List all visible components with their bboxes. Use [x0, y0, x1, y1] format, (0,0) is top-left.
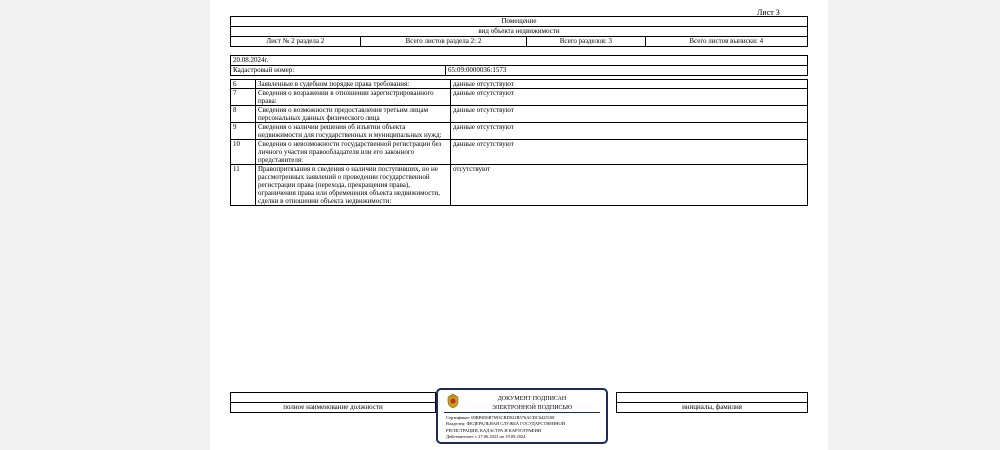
stamp-subtitle: ЭЛЕКТРОННОЙ ПОДПИСЬЮ [491, 405, 573, 411]
electronic-signature-stamp [436, 388, 608, 444]
row-label: Сведения о невозможности государственной регистрации без личного участия правообладателя или его законного представителя: [256, 140, 451, 165]
object-subtitle: вид объекта недвижимости [231, 27, 808, 37]
document-page [210, 0, 828, 450]
info-table [230, 55, 808, 76]
stamp-owner-cont: РЕГИСТРАЦИИ, КАДАСТРА И КАРТОГРАФИИ [446, 428, 542, 433]
table-row [231, 89, 808, 106]
table-row [231, 140, 808, 165]
header-cell: Всего листов раздела 2: 2 [360, 37, 527, 47]
row-number: 8 [231, 106, 256, 123]
row-label: Сведения о возражении в отношении зарегистрированного права: [256, 89, 451, 106]
table-row [231, 165, 808, 206]
header-cell: Всего разделов: 3 [527, 37, 645, 47]
document-date: 20.08.2024г. [231, 56, 808, 66]
row-label: Правопритязания и сведения о наличии поступивших, но не рассмотренных заявлений о проведении государственной регистрации права (перехода, прекращения права), ограничения права или обременения объекта недвижимости, сделки в отношении объекта недвижимости: [256, 165, 451, 206]
row-number: 10 [231, 140, 256, 165]
header-table [230, 16, 808, 47]
stamp-title: ДОКУМЕНТ ПОДПИСАН [497, 396, 567, 402]
cadastral-value: 65:09:0000036:1573 [446, 66, 808, 76]
header-cell: Лист № 2 раздела 2 [231, 37, 361, 47]
row-value: данные отсутствуют [451, 140, 808, 165]
table-row [231, 80, 808, 89]
cadastral-label: Кадастровый номер: [231, 66, 446, 76]
row-value: данные отсутствуют [451, 106, 808, 123]
stamp-owner: Владелец: ФЕДЕРАЛЬНАЯ СЛУЖБА ГОСУДАРСТВЕННОЙ [446, 421, 566, 426]
table-row [231, 106, 808, 123]
stamp-validity: Действителен: с 27.06.2023 по 19.09.2024 [446, 434, 526, 439]
emblem-icon [446, 393, 460, 409]
row-label: Сведения о наличии решения об изъятии объекта недвижимости для государственных и муниципальных нужд: [256, 123, 451, 140]
row-value: данные отсутствуют [451, 89, 808, 106]
row-label: Заявленные в судебном порядке права требования: [256, 80, 451, 89]
row-value: данные отсутствуют [451, 80, 808, 89]
position-label: полное наименование должности [231, 403, 436, 413]
records-table [230, 79, 808, 206]
sheet-number: Лист 3 [757, 8, 780, 17]
object-title: Помещение [231, 17, 808, 27]
header-cell: Всего листов выписки: 4 [645, 37, 807, 47]
name-label: инициалы, фамилия [617, 403, 808, 413]
row-value: отсутствуют [451, 165, 808, 206]
table-row [231, 123, 808, 140]
row-value: данные отсутствуют [451, 123, 808, 140]
row-number: 7 [231, 89, 256, 106]
row-label: Сведения о возможности предоставления третьим лицам персональных данных физического лица [256, 106, 451, 123]
row-number: 6 [231, 80, 256, 89]
row-number: 9 [231, 123, 256, 140]
row-number: 11 [231, 165, 256, 206]
stamp-certificate: Сертификат: 00BB056B7693CBD022B576ACDC6425108 [446, 415, 555, 420]
